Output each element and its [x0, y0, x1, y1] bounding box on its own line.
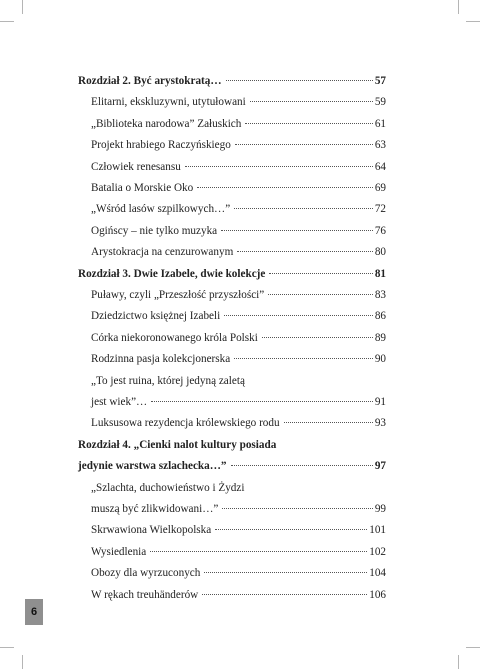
toc-page-number: 76: [374, 224, 386, 237]
toc-chapter-entry: [78, 459, 386, 473]
toc-page-number: 89: [374, 331, 386, 344]
dot-leader: [262, 337, 373, 338]
toc-entry: [91, 331, 386, 345]
crop-mark: [0, 21, 14, 22]
dot-leader: [250, 101, 373, 102]
dot-leader: [150, 551, 367, 552]
dot-leader: [224, 315, 373, 316]
dot-leader: [204, 572, 367, 573]
page-number: 6: [30, 606, 38, 618]
page-number-badge: [25, 599, 43, 625]
crop-mark: [22, 655, 23, 669]
toc-entry-title: Puławy, czyli „Przeszłość przyszłości”: [91, 289, 265, 301]
toc-entry-title: Dziedzictwo księżnej Izabeli: [91, 310, 221, 323]
crop-mark: [0, 647, 14, 648]
toc-page-number: 101: [369, 524, 386, 537]
dot-leader: [202, 594, 367, 595]
toc-entry-title: Rodzinna pasja kolekcjonerska: [91, 353, 231, 366]
toc-entry-title: W rękach treuhänderów: [91, 588, 199, 601]
dot-leader: [185, 166, 373, 167]
toc-entry: [91, 566, 386, 580]
crop-mark: [458, 655, 459, 669]
toc-entry-title: Człowiek renesansu: [91, 160, 181, 173]
toc-entry: [91, 588, 386, 602]
crop-mark: [22, 0, 23, 14]
dot-leader: [197, 187, 373, 188]
toc-entry-title: jest wiek”…: [91, 396, 148, 408]
toc-entry: [91, 523, 386, 537]
toc-page-number: 59: [374, 96, 386, 109]
toc-entry-title: Rozdział 4. „Cienki nalot kultury posiada: [78, 438, 277, 451]
toc-entry: [91, 224, 386, 238]
toc-entry-title: Skrwawiona Wielkopolska: [91, 524, 212, 537]
toc-entry: [91, 160, 386, 174]
dot-leader: [268, 294, 373, 295]
toc-entry: [91, 181, 386, 195]
toc-entry-title: Wysiedlenia: [91, 545, 147, 558]
crop-mark: [466, 647, 480, 648]
dot-leader: [237, 251, 373, 252]
toc-entry-title: „To jest ruina, której jedyną zaletą: [91, 374, 245, 387]
toc-entry: [91, 117, 386, 131]
toc-entry-title: „Biblioteka narodowa” Załuskich: [91, 117, 242, 130]
crop-mark: [466, 21, 480, 22]
toc-page-number: 63: [374, 139, 386, 152]
toc-entry-title: Córka niekoronowanego króla Polski: [91, 331, 258, 344]
toc-entry: [91, 138, 386, 152]
toc-entry: [91, 352, 386, 366]
dot-leader: [235, 144, 373, 145]
toc-entry-title: Rozdział 3. Dwie Izabele, dwie kolekcje: [78, 267, 266, 280]
dot-leader: [245, 123, 372, 124]
toc-page-number: 72: [374, 203, 386, 216]
toc-page-number: 57: [374, 75, 386, 87]
toc-page-number: 80: [374, 246, 386, 259]
toc-entry-title: jedynie warstwa szlachecka…”: [78, 460, 227, 473]
toc-page-number: 69: [374, 182, 386, 194]
toc-entry: [91, 245, 386, 259]
dot-leader: [215, 529, 367, 530]
toc-page-number: 106: [369, 588, 386, 601]
toc-chapter-entry: [78, 74, 386, 88]
toc-page-number: 64: [374, 160, 386, 173]
dot-leader: [231, 465, 373, 466]
dot-leader: [221, 230, 373, 231]
crop-mark: [458, 0, 459, 14]
toc-chapter-entry: [78, 438, 386, 452]
toc-entry-title: Obozy dla wyrzuconych: [91, 567, 201, 580]
toc-page-number: 90: [374, 353, 386, 366]
dot-leader: [226, 80, 373, 81]
toc-entry: [91, 481, 386, 495]
toc-entry-title: Projekt hrabiego Raczyńskiego: [91, 139, 231, 152]
dot-leader: [234, 358, 373, 359]
dot-leader: [284, 422, 373, 423]
toc-page-number: 97: [374, 460, 386, 473]
toc-page-number: 93: [374, 417, 386, 430]
toc-entry-title: muszą być zlikwidowani…”: [91, 503, 219, 515]
toc-entry: [91, 309, 386, 323]
toc-page-number: 99: [374, 503, 386, 515]
toc-entry: [91, 95, 386, 109]
toc-entry: [91, 288, 386, 302]
toc-entry: [91, 416, 386, 430]
toc-entry: [91, 502, 386, 516]
toc-page-number: 81: [374, 267, 386, 280]
toc-chapter-entry: [78, 267, 386, 281]
toc-entry-title: Arystokracja na cenzurowanym: [91, 246, 234, 259]
toc-page-number: 61: [374, 117, 386, 130]
toc-entry-title: Batalia o Morskie Oko: [91, 182, 194, 194]
toc-entry-title: Ogińscy – nie tylko muzyka: [91, 224, 218, 237]
toc-entry: [91, 202, 386, 216]
toc-page-number: 104: [369, 567, 386, 580]
dot-leader: [151, 401, 373, 402]
toc-page-number: 86: [374, 310, 386, 323]
toc-entry-title: Rozdział 2. Być arystokratą…: [78, 75, 222, 87]
toc-entry-title: „Wśród lasów szpilkowych…”: [91, 203, 231, 216]
toc-page-number: 83: [374, 289, 386, 301]
toc-entry-title: Luksusowa rezydencja królewskiego rodu: [91, 417, 280, 430]
dot-leader: [222, 508, 372, 509]
dot-leader: [234, 208, 373, 209]
dot-leader: [269, 273, 372, 274]
toc-entry-title: Elitarni, ekskluzywni, utytułowani: [91, 96, 246, 109]
toc-page-number: 91: [374, 396, 386, 408]
toc-page-number: 102: [369, 545, 386, 558]
toc-entry-title: „Szlachta, duchowieństwo i Żydzi: [91, 481, 245, 494]
toc-entry: [91, 374, 386, 388]
toc-entry: [91, 545, 386, 559]
toc-entry: [91, 395, 386, 409]
